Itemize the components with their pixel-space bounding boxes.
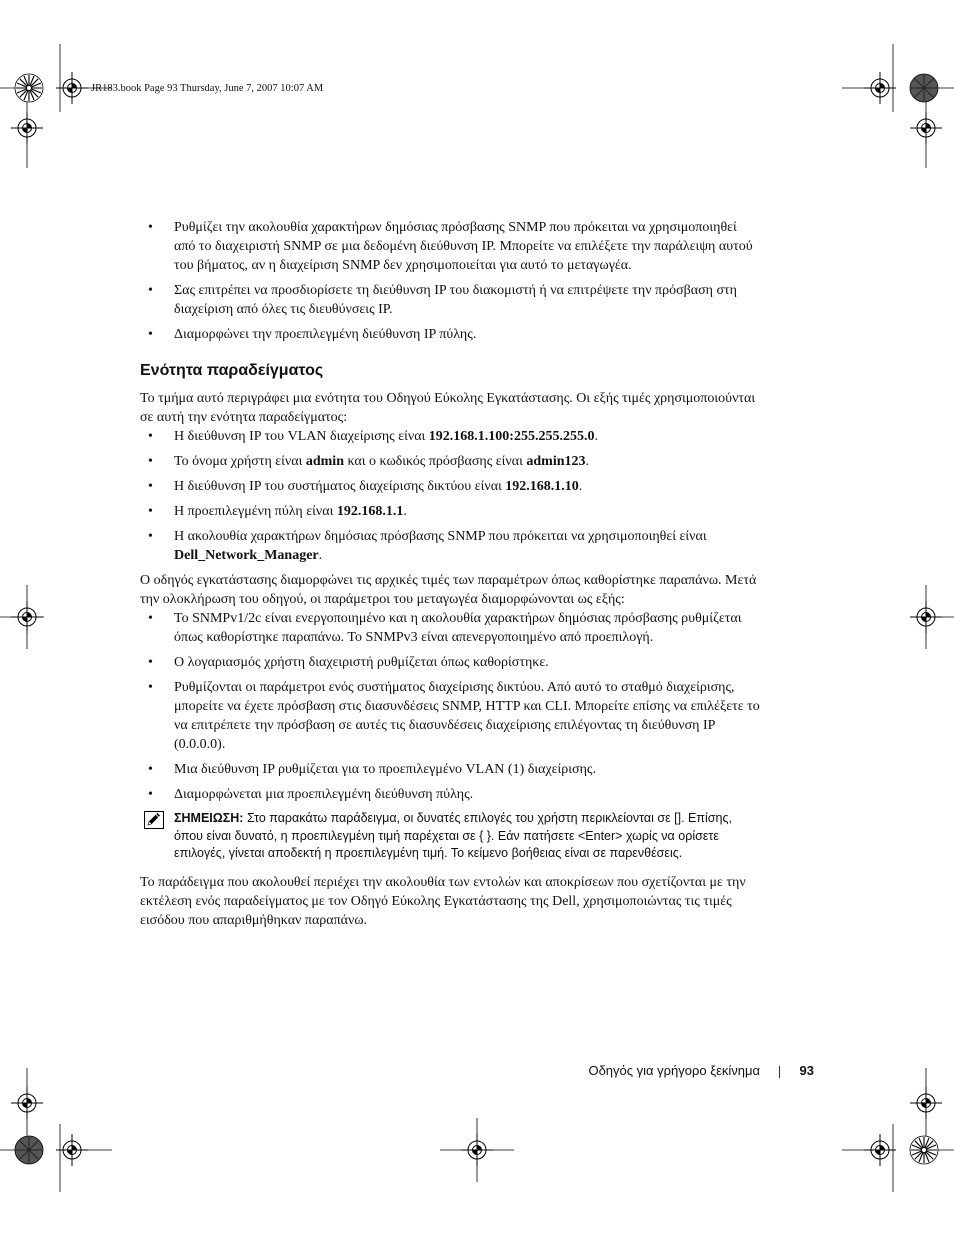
page-content: [140, 218, 760, 930]
footer-separator: [779, 1066, 780, 1078]
note-text: Στο παρακάτω παράδειγμα, οι δυνατές επιλογές του χρήστη περικλείονται σε []. Επίσης, όπου είναι δυνατό, η προεπιλεγμένη τιμή παρέχεται σε { }. Εάν πατήσετε <Enter> χωρίς να ορίσετε επιλογές, γίνεται αποδεκτή η προεπιλεγμένη τιμή. Το κείμενο βοήθειας είναι σε παρενθέσεις.: [174, 811, 732, 860]
page-footer: [540, 1062, 814, 1080]
snmp-text: Η ακολουθία χαρακτήρων δημόσιας πρόσβασης SNMP που πρόκειται να χρησιμοποιηθεί είναι: [174, 529, 707, 544]
print-slug: JR183.book Page 93 Thursday, June 7, 2007 10:07 AM: [91, 83, 324, 94]
footer-title: Οδηγός για γρήγορο ξεκίνημα: [588, 1063, 760, 1078]
list-item: • Διαμορφώνει την προεπιλεγμένη διεύθυνση IP πύλης.: [140, 325, 760, 344]
list-item: [140, 452, 760, 471]
note-label: ΣΗΜΕΙΩΣΗ:: [174, 811, 244, 825]
password-value: admin123: [526, 454, 586, 469]
note-box: [140, 810, 760, 863]
list-item: • Ο λογαριασμός χρήστη διαχειριστή ρυθμίζεται όπως καθορίστηκε.: [140, 653, 760, 672]
closing-paragraph: Το παράδειγμα που ακολουθεί περιέχει την ακολουθία των εντολών και αποκρίσεων που σχετίζονται με την εκτέλεση ενός παραδείγματος με τον Οδηγό Εύκολης Εγκατάστασης της Dell, χρησιμοποιώντας τις τιμές εισόδου που απαριθμήθηκαν παραπάνω.: [140, 874, 746, 928]
punct: .: [318, 548, 323, 563]
nms-text: Η διεύθυνση IP του συστήματος διαχείρισης δικτύου είναι: [174, 479, 506, 494]
list-item: [140, 427, 760, 446]
list-item: [140, 502, 760, 521]
list-item: • Ρυθμίζει την ακολουθία χαρακτήρων δημόσιας πρόσβασης SNMP που πρόκειται να χρησιμοποιηθεί από το διαχειριστή SNMP σε μια δεδομένη διεύθυνση IP. Μπορείτε να επιλέξετε την παράλειψη αυτού του βήματος, αν η διαχείριση SNMP δεν χρησιμοποιείται για αυτό το μεταγωγέα.: [140, 218, 760, 275]
list-item: • Το SNMPv1/2c είναι ενεργοποιημένο και η ακολουθία χαρακτήρων δημόσιας πρόσβασης ρυθμίζεται όπως καθορίστηκε παραπάνω. Το SNMPv3 είναι απενεργοποιημένο από προεπιλογή.: [140, 609, 760, 647]
after-values-paragraph: Ο οδηγός εγκατάστασης διαμορφώνει τις αρχικές τιμές των παραμέτρων όπως καθορίστηκε παραπάνω. Μετά την ολοκλήρωση του οδηγού, οι παράμετροι του μεταγωγέα διαμορφώνονται ως εξής:: [140, 573, 757, 607]
username-value: admin: [305, 454, 344, 469]
section-heading: Ενότητα παραδείγματος: [140, 362, 324, 379]
vlan-value: 192.168.1.100:255.255.255.0: [428, 429, 595, 444]
nms-value: 192.168.1.10: [505, 479, 579, 494]
punct: .: [585, 454, 589, 469]
page-number: 93: [799, 1063, 814, 1078]
intro-bullet-list: [140, 218, 760, 344]
punct: .: [578, 479, 583, 494]
list-item: [140, 527, 760, 565]
note-pencil-icon: [144, 811, 164, 829]
list-item: • Διαμορφώνεται μια προεπιλεγμένη διεύθυνση πύλης.: [140, 785, 760, 804]
list-item: • Ρυθμίζονται οι παράμετροι ενός συστήματος διαχείρισης δικτύου. Από αυτό το σταθμό διαχείρισης, μπορείτε να έχετε πρόσβαση στις διασυνδέσεις SNMP, HTTP και CLI. Μπορείτε επίσης να επιλέξετε το να επιτρέπετε την πρόσβαση σε αυτές τις διασυνδέσεις διαχείρισης επιλέγοντας τη διεύθυνση IP (0.0.0.0).: [140, 678, 760, 754]
snmp-value: Dell_Network_Manager: [174, 548, 319, 563]
section-intro: Το τμήμα αυτό περιγράφει μια ενότητα του Οδηγού Εύκολης Εγκατάστασης. Οι εξής τιμές χρησιμοποιούνται σε αυτή την ενότητα παραδείγματος:: [140, 391, 756, 425]
vlan-text: Η διεύθυνση IP του VLAN διαχείρισης είναι: [174, 429, 429, 444]
gateway-text: Η προεπιλεγμένη πύλη είναι: [174, 504, 337, 519]
user-text: Το όνομα χρήστη είναι: [174, 454, 306, 469]
user-mid-text: και ο κωδικός πρόσβασης είναι: [343, 454, 527, 469]
list-item: [140, 477, 760, 496]
punct: .: [403, 504, 407, 519]
punct: .: [594, 429, 598, 444]
gateway-value: 192.168.1.1: [336, 504, 404, 519]
config-bullet-list: [140, 609, 760, 804]
list-item: • Σας επιτρέπει να προσδιορίσετε τη διεύθυνση IP του διακομιστή ή να επιτρέψετε την πρόσβαση στη διαχείριση από όλες τις διευθύνσεις IP.: [140, 281, 760, 319]
values-bullet-list: [140, 427, 760, 565]
list-item: • Μια διεύθυνση IP ρυθμίζεται για το προεπιλεγμένο VLAN (1) διαχείρισης.: [140, 760, 760, 779]
